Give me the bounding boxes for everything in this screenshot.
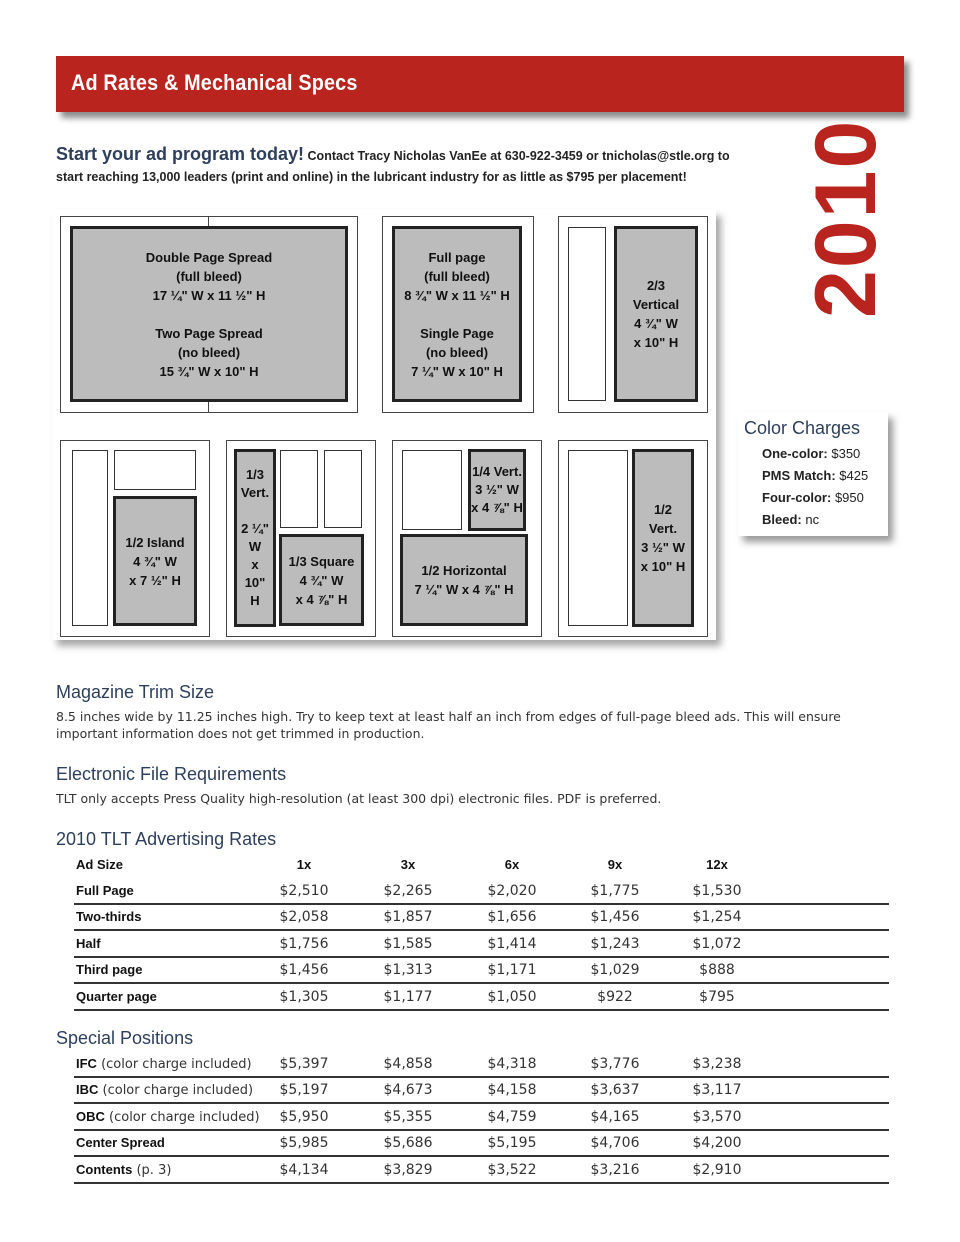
rate-cell: $3,570	[692, 1108, 742, 1125]
column-header: 1x	[296, 857, 312, 872]
spec-line: (full bleed)	[176, 268, 242, 284]
rate-cell: $795	[699, 988, 735, 1005]
column-header: 12x	[706, 857, 728, 872]
two-thirds-vertical-ad	[614, 226, 698, 402]
rate-cell: $1,456	[590, 909, 640, 926]
charge-pms-match: PMS Match: $425	[762, 468, 869, 483]
rate-cell: $5,195	[487, 1135, 537, 1152]
spec-line: x 4 ⅞" H	[295, 591, 348, 607]
table-row	[74, 1131, 889, 1157]
rate-cell: $5,686	[383, 1135, 433, 1152]
header-banner	[56, 56, 904, 112]
spec-line	[455, 305, 459, 324]
trim-size-heading: Magazine Trim Size	[56, 682, 215, 702]
table-row	[74, 958, 889, 984]
color-charges-title: Color Charges	[744, 418, 861, 438]
spec-line: (no bleed)	[425, 344, 489, 360]
rate-cell: $1,756	[279, 935, 329, 952]
rate-cell: $2,510	[279, 883, 329, 899]
spec-line: x 10" H	[633, 335, 679, 350]
spec-line: 10"	[244, 575, 266, 590]
full-page-ad	[392, 226, 522, 402]
column-header: Ad Size	[76, 857, 123, 872]
half-island-top	[114, 450, 196, 490]
quarter-vertical-ad	[468, 449, 526, 531]
table-row	[74, 879, 889, 905]
table-row	[74, 1052, 889, 1078]
intro-line-2: start reaching 13,000 leaders (print and online) in the lubricant industry for as little as $795 per placement!	[56, 170, 687, 184]
spec-line: 3 ½" W	[475, 482, 519, 497]
row-label: Center Spread	[76, 1135, 165, 1151]
spec-line: H	[250, 593, 260, 608]
spec-line	[207, 305, 211, 324]
rate-cell: $4,858	[383, 1056, 433, 1072]
rates-heading: 2010 TLT Advertising Rates	[56, 829, 277, 849]
spec-line: Single Page	[420, 325, 494, 341]
rate-cell: $4,165	[590, 1108, 640, 1125]
rate-cell: $1,029	[590, 962, 640, 979]
spec-line: 1/3 Square	[288, 553, 355, 569]
spec-line: 7 ¼" W x 4 ⅞" H	[414, 582, 514, 597]
row-label: OBC (color charge included)	[76, 1108, 260, 1125]
rate-cell: $3,829	[383, 1161, 433, 1178]
file-requirements-heading: Electronic File Requirements	[56, 764, 287, 784]
rate-cell: $1,414	[487, 935, 537, 952]
page-title: Ad Rates & Mechanical Specs	[71, 70, 358, 95]
spec-line: 4 ¾" W	[133, 553, 177, 569]
spec-line: 2 ¼"	[241, 521, 269, 536]
file-requirements-text: TLT only accepts Press Quality high-resolution (at least 300 dpi) electronic files. PDF is preferred.	[56, 791, 662, 806]
third-square-ad	[279, 534, 364, 626]
intro-text	[56, 144, 756, 188]
rate-cell: $888	[699, 962, 735, 979]
third-vertical-ad	[234, 449, 276, 627]
charge-four-color: Four-color: $950	[762, 490, 864, 505]
rate-cell: $4,759	[487, 1108, 537, 1125]
rate-cell: $2,058	[279, 909, 329, 926]
spec-line: (no bleed)	[177, 344, 241, 360]
half-island-ad	[113, 496, 197, 626]
rate-cell: $1,775	[590, 883, 640, 899]
row-label: Two-thirds	[76, 909, 142, 925]
rate-cell: $1,050	[487, 988, 537, 1005]
table-row	[74, 932, 889, 958]
rate-cell: $1,313	[383, 962, 433, 979]
rate-cell: $4,673	[383, 1082, 433, 1099]
rate-cell: $3,637	[590, 1082, 640, 1099]
spec-line: x	[251, 557, 259, 572]
spec-line: 4 ¾" W	[299, 572, 344, 588]
double-page-spread-ad	[70, 226, 348, 402]
table-row	[74, 1078, 889, 1104]
special-positions-heading: Special Positions	[56, 1028, 194, 1048]
row-divider	[74, 1182, 889, 1184]
rate-cell: $5,950	[279, 1108, 329, 1125]
intro-headline: Start your ad program today!	[56, 144, 305, 164]
rate-cell: $5,197	[279, 1082, 329, 1099]
spec-line: 1/2	[653, 502, 673, 517]
rate-cell: $1,305	[279, 988, 329, 1005]
spec-line: 17 ¼" W x 11 ½" H	[152, 287, 266, 303]
row-label: Quarter page	[76, 988, 157, 1004]
half-vertical-ad	[632, 449, 694, 627]
rate-cell: $3,216	[590, 1161, 640, 1178]
column-header: 6x	[504, 857, 520, 872]
table-row	[74, 1158, 889, 1184]
rate-cell: $3,117	[692, 1082, 742, 1099]
spec-line: x 10" H	[640, 559, 686, 574]
rate-cell: $1,530	[692, 883, 742, 899]
ad-sizes-diagram	[52, 210, 716, 640]
spec-line: 1/4 Vert.	[472, 464, 522, 479]
quarter-filler	[402, 450, 462, 530]
rate-cell: $1,456	[279, 962, 329, 979]
table-header-row	[74, 853, 889, 879]
rate-cell: $5,355	[383, 1108, 433, 1125]
spec-line: Full page	[428, 249, 486, 265]
two-thirds-remainder	[568, 227, 606, 401]
intro-line-1: Contact Tracy Nicholas VanEe at 630-922-3459 or tnicholas@stle.org to	[307, 149, 730, 163]
charge-bleed: Bleed: nc	[762, 512, 820, 527]
spec-line: 1/3	[245, 467, 265, 482]
half-horizontal-ad	[400, 534, 528, 626]
spec-line: 1/2 Island	[125, 534, 185, 550]
row-label: Third page	[76, 962, 143, 978]
rate-cell: $2,265	[383, 883, 433, 899]
rate-cell: $1,254	[692, 909, 742, 926]
rate-cell: $4,706	[590, 1135, 640, 1152]
rate-cell: $5,397	[279, 1056, 329, 1072]
table-row	[74, 905, 889, 931]
spec-line: x 4 ⅞" H	[471, 500, 523, 515]
rate-cell: $4,134	[279, 1161, 329, 1178]
spec-line: x 7 ½" H	[129, 572, 181, 588]
spec-line: 2/3	[646, 278, 666, 293]
spec-line: 1/2 Horizontal	[421, 563, 507, 578]
row-divider	[74, 1009, 889, 1011]
rate-cell: $1,857	[383, 909, 433, 926]
row-label: IFC (color charge included)	[76, 1056, 252, 1072]
column-header: 3x	[400, 857, 416, 872]
row-label: Full Page	[76, 883, 134, 898]
spec-line: Double Page Spread	[145, 249, 273, 265]
row-label: Half	[76, 935, 101, 951]
charge-one-color: One-color: $350	[762, 446, 861, 461]
rate-cell: $1,656	[487, 909, 537, 926]
spec-line	[253, 502, 257, 520]
spec-line: 4 ¾" W	[634, 316, 678, 331]
spec-line: Vertical	[632, 297, 680, 312]
color-charges-box	[738, 412, 888, 536]
half-island-side	[72, 450, 108, 626]
rate-cell: $4,200	[692, 1135, 742, 1152]
column-header: 9x	[607, 857, 623, 872]
trim-size-text: 8.5 inches wide by 11.25 inches high. Try to keep text at least half an inch from edges of full-page bleed ads. This will ensure important information does not get trimmed in production.	[56, 709, 841, 741]
spec-line: 7 ¼" W x 10" H	[411, 363, 503, 379]
rate-cell: $922	[597, 988, 633, 1005]
third-filler-1	[280, 450, 318, 528]
rate-cell: $3,238	[692, 1056, 742, 1072]
spec-line: 3 ½" W	[641, 540, 685, 555]
half-vert-remainder	[568, 450, 628, 626]
spec-line: Vert.	[648, 521, 678, 536]
third-filler-2	[324, 450, 362, 528]
rate-cell: $1,585	[383, 935, 433, 952]
spec-line: Vert.	[240, 485, 270, 500]
row-label: Contents (p. 3)	[76, 1161, 172, 1178]
rate-cell: $2,910	[692, 1161, 742, 1178]
rate-cell: $3,776	[590, 1056, 640, 1072]
row-label: IBC (color charge included)	[76, 1082, 254, 1099]
spec-line: W	[248, 539, 262, 554]
spec-line: 8 ¾" W x 11 ½" H	[404, 287, 510, 303]
table-row	[74, 985, 889, 1011]
rate-cell: $2,020	[487, 883, 537, 899]
rate-cell: $1,171	[487, 962, 537, 979]
rate-cell: $5,985	[279, 1135, 329, 1152]
rate-cell: $3,522	[487, 1161, 537, 1178]
spec-line: Two Page Spread	[155, 325, 263, 341]
rate-cell: $1,243	[590, 935, 640, 952]
rate-cell: $1,177	[383, 988, 433, 1005]
table-row	[74, 1105, 889, 1131]
rate-cell: $4,318	[487, 1056, 537, 1072]
spec-line: 15 ¾" W x 10" H	[159, 363, 259, 379]
rate-cell: $4,158	[487, 1082, 537, 1099]
rate-cell: $1,072	[692, 935, 742, 952]
spec-line: (full bleed)	[424, 268, 490, 284]
